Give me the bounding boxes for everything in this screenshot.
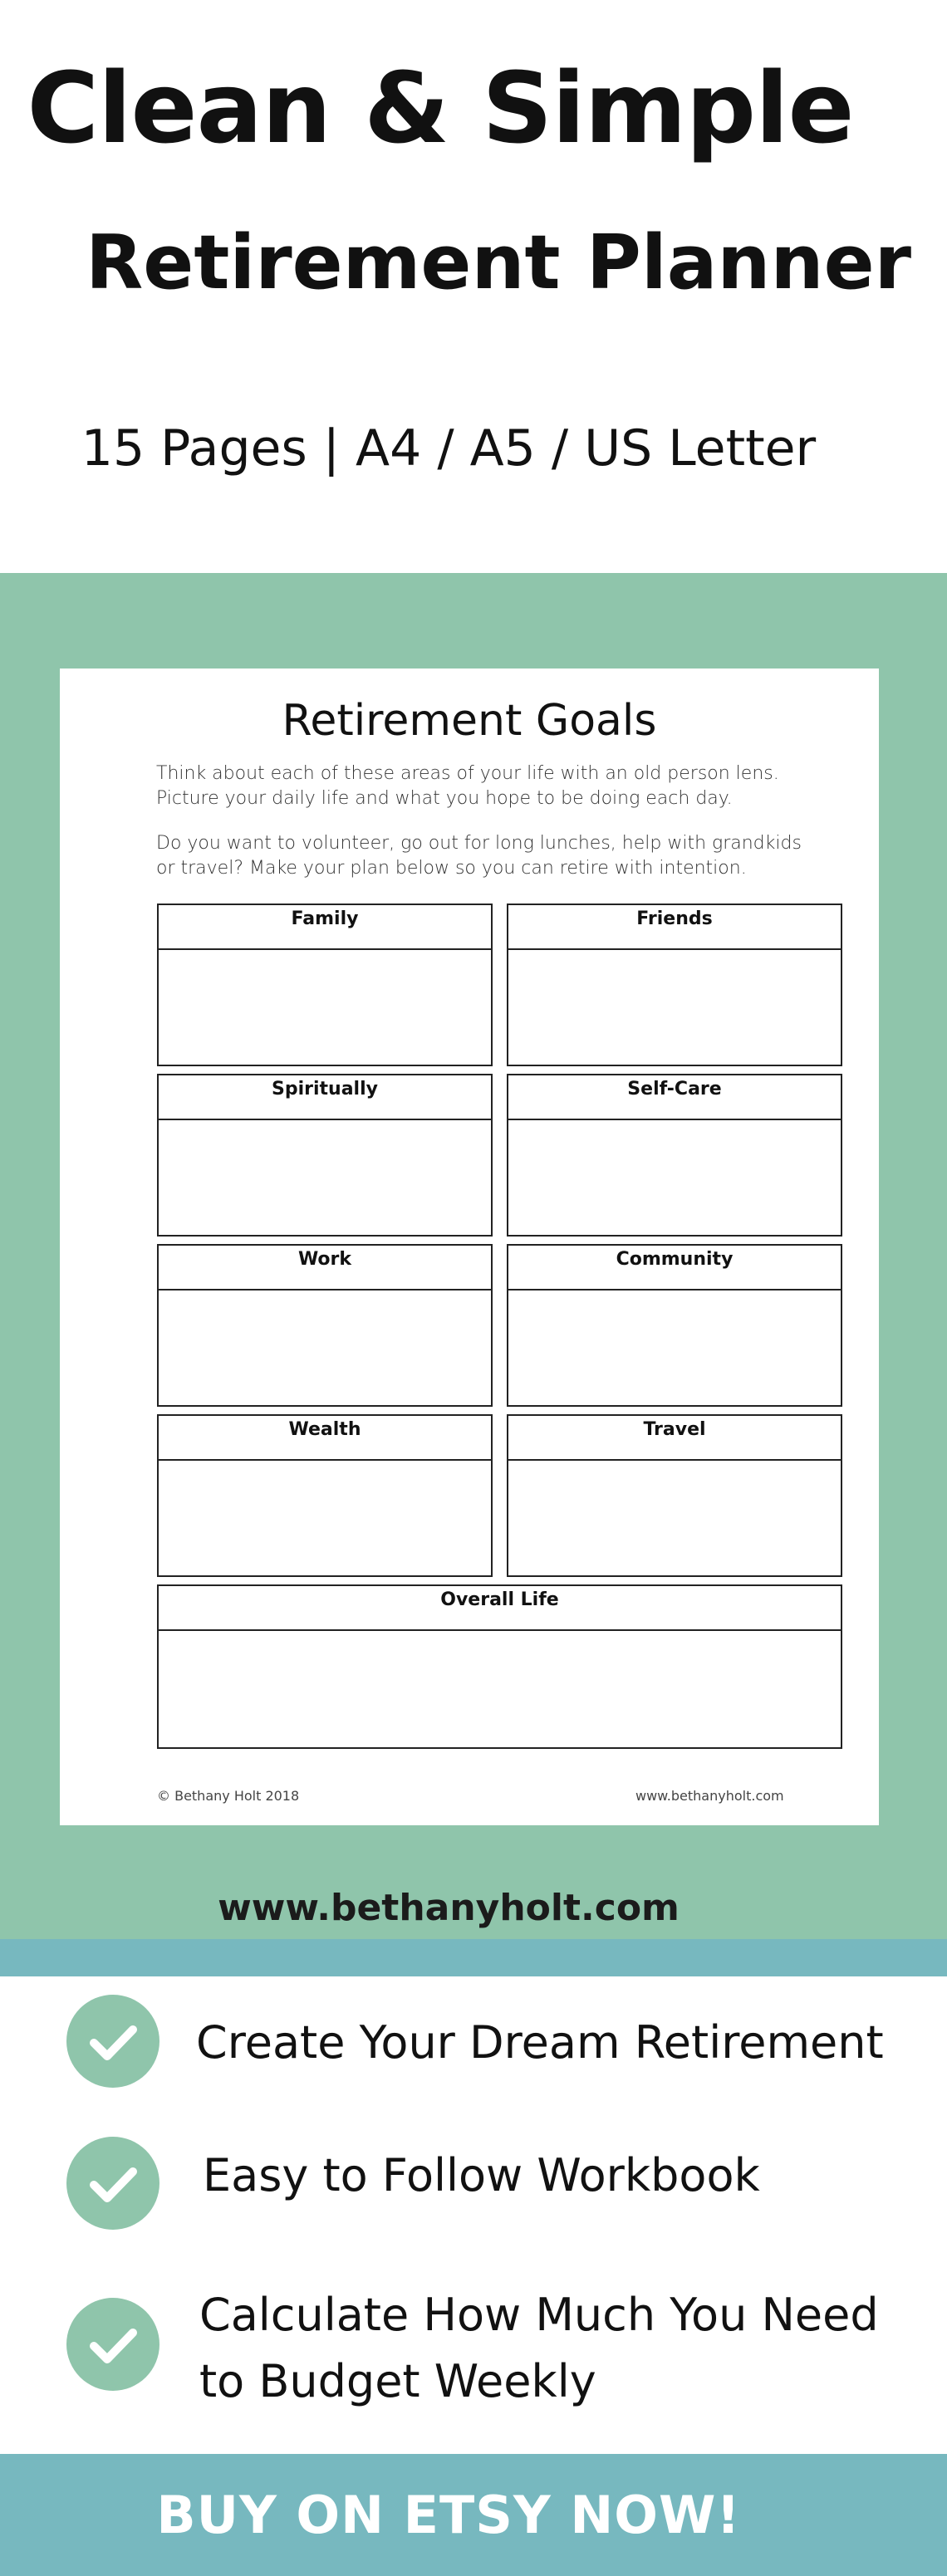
goal-box-label: Friends (508, 905, 841, 950)
feature-item-2: Easy to Follow Workbook (203, 2149, 760, 2201)
goal-box-community (507, 1244, 842, 1407)
goal-box-family (157, 904, 493, 1066)
preview-intro-2 (156, 831, 837, 881)
feature-item-3-line1: Calculate How Much You Need (199, 2289, 879, 2341)
goal-box-label: Family (159, 905, 491, 950)
goal-box-label: Community (508, 1246, 841, 1290)
goal-box-label: Travel (508, 1416, 841, 1461)
check-icon (66, 1995, 159, 2088)
buy-button[interactable] (0, 2454, 947, 2576)
feature-item-3 (199, 2282, 879, 2415)
website-link[interactable]: www.bethanyholt.com (218, 1887, 680, 1929)
headline-title: Clean & Simple (27, 51, 854, 165)
goal-box-work (157, 1244, 493, 1407)
goal-box-friends (507, 904, 842, 1066)
preview-title: Retirement Goals (282, 696, 657, 746)
preview-copyright: © Bethany Holt 2018 (157, 1788, 300, 1804)
page-format-info: 15 Pages | A4 / A5 / US Letter (81, 419, 817, 477)
buy-button-label: BUY ON ETSY NOW! (156, 2485, 741, 2545)
preview-intro-2-line1: Do you want to volunteer, go out for long lunches, help with grandkids (156, 833, 802, 854)
check-icon (66, 2137, 159, 2230)
goal-box-spiritually (157, 1074, 493, 1237)
goal-box-label: Self-Care (508, 1075, 841, 1120)
preview-intro-1-line1: Think about each of these areas of your life with an old person lens. (156, 763, 779, 784)
planner-page-preview (60, 668, 879, 1825)
preview-footer-url: www.bethanyholt.com (635, 1788, 784, 1804)
goal-box-label: Wealth (159, 1416, 491, 1461)
check-icon (66, 2298, 159, 2391)
feature-item-1: Create Your Dream Retirement (196, 2016, 884, 2069)
headline-subtitle: Retirement Planner (86, 219, 911, 306)
goal-box-label: Spiritually (159, 1075, 491, 1120)
goal-box-wealth (157, 1414, 493, 1577)
goal-box-travel (507, 1414, 842, 1577)
goal-box-overall-life (157, 1584, 842, 1749)
goal-box-label: Overall Life (159, 1586, 841, 1631)
preview-intro-1-line2: Picture your daily life and what you hope to be doing each day. (156, 788, 733, 809)
divider-band (0, 1939, 947, 1976)
preview-intro-1 (156, 762, 837, 811)
feature-item-3-line2: to Budget Weekly (199, 2355, 596, 2407)
goal-box-label: Work (159, 1246, 491, 1290)
preview-intro-2-line2: or travel? Make your plan below so you can retire with intention. (156, 858, 747, 879)
goal-box-self-care (507, 1074, 842, 1237)
